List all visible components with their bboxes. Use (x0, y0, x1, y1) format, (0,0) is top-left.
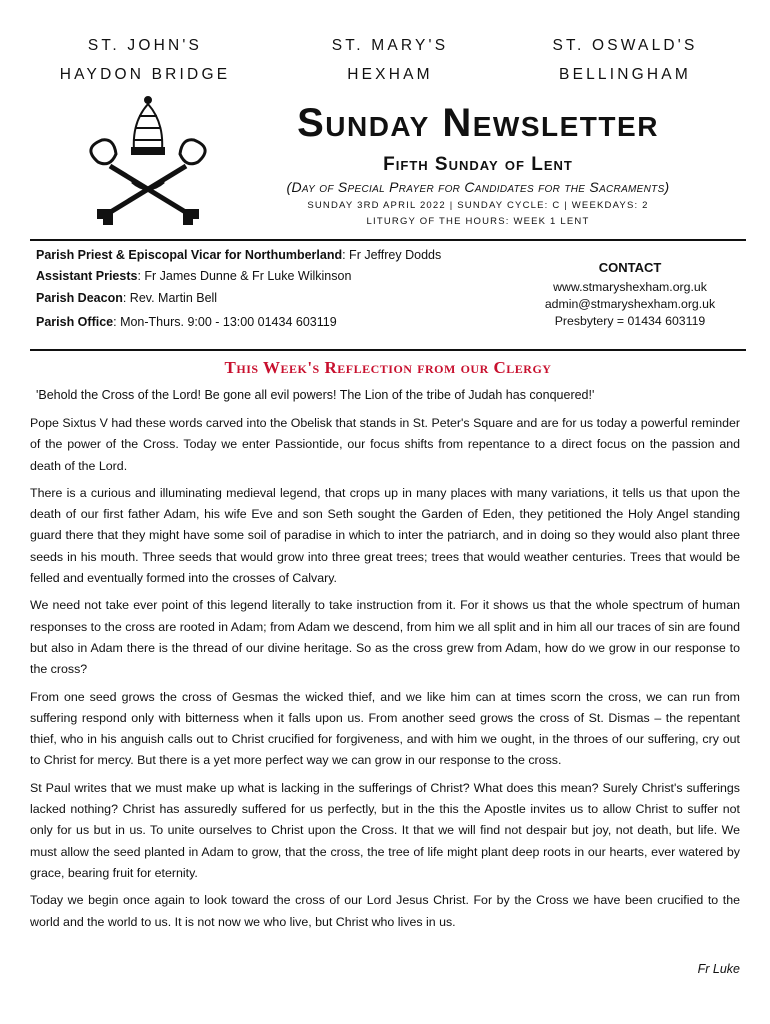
parish-name: ST. JOHN'S (87, 37, 203, 54)
staff-name: : Fr James Dunne & Fr Luke Wilkinson (137, 269, 352, 283)
staff-role: Parish Office (36, 315, 114, 329)
staff-role: Assistant Priests (36, 269, 138, 283)
staff-name: : Rev. Martin Bell (122, 291, 218, 305)
staff-role: Parish Deacon (36, 291, 123, 305)
parish-location: HAYDON BRIDGE (59, 66, 231, 83)
staff-name: : Fr Jeffrey Dodds (342, 248, 442, 262)
contact-email-link[interactable]: admin@stmaryshexham.org.uk (544, 297, 716, 311)
reflection-signature: Fr Luke (697, 962, 740, 976)
contact-phone: Presbytery = 01434 603119 (554, 314, 706, 328)
date-cycle-line: SUNDAY 3RD APRIL 2022 | SUNDAY CYCLE: C | WEEKDAYS: 2 (307, 200, 649, 211)
paragraph: From one seed grows the cross of Gesmas the wicked thief, and we like him can at times scorn the cross, we can run from suffering respond only with bitterness when it falls upon us. From another seed grows the cross of St. Dismas – the repentant thief, who in his anguish calls out to Christ crucified for forgiveness, and with him we ought, in the throes of our suffering, cry out to Christ for mercy. But there is a yet more perfect way we can grow in our response to the cross. (30, 689, 740, 768)
parish-name: ST. MARY'S (331, 37, 449, 54)
liturgical-day: Fifth Sunday of Lent (383, 154, 573, 175)
reflection-heading: This Week's Reflection from our Clergy (224, 358, 552, 377)
contact-box (530, 259, 730, 330)
paragraph: We need not take ever point of this legend literally to take instruction from it. For it shows us that the whole spectrum of human responses to the cross are rooted in Adam; from Adam we descend, from him we all split and in him all our traces of sin are found but also in Adam there is the thread of our divine heritage. So as the cross grew from Adam, how do we grow in our response to the cross? (30, 598, 740, 677)
parish-location: HEXHAM (347, 66, 433, 83)
paragraph: There is a curious and illuminating medieval legend, that crops up in many places with many variations, it tells us that upon the death of our first father Adam, his wife Eve and son Seth sought the Garden of Eden, they petitioned the Holy Angel standing guard there that they might have some soil of paradise in which to inter the patriarch, and in doing so they would also plant three seeds in his mouth. Three seeds that would grow into three great trees; trees that would weather centuries. Trees that would be felled and eventually formed into the crosses of Calvary. (30, 485, 740, 586)
parish-name: ST. OSWALD'S (552, 37, 698, 54)
staff-parish-office (36, 315, 337, 329)
staff-name: : Mon-Thurs. 9:00 - 13:00 01434 603119 (113, 315, 337, 329)
reflection-quote: 'Behold the Cross of the Lord! Be gone all evil powers! The Lion of the tribe of Judah has conquered!' (36, 388, 595, 402)
divider (30, 239, 746, 241)
staff-parish-deacon (36, 291, 217, 305)
reflection-body (30, 413, 740, 939)
staff-parish-priest (36, 248, 441, 262)
parish-st-oswalds (515, 31, 735, 89)
staff-role: Parish Priest & Episcopal Vicar for Northumberland (36, 248, 343, 262)
divider (30, 349, 746, 351)
liturgy-hours-line: LITURGY OF THE HOURS: WEEK 1 LENT (366, 216, 590, 227)
contact-heading: CONTACT (598, 260, 662, 275)
special-prayer-day: (Day of Special Prayer for Candidates for the Sacraments) (286, 179, 670, 195)
parish-st-marys (270, 31, 510, 89)
parish-location: BELLINGHAM (559, 66, 691, 83)
paragraph: St Paul writes that we must make up what is lacking in the sufferings of Christ? What does this mean? Surely Christ's sufferings lacked nothing? Christ has assuredly suffered for us perfectly, but in the this the Apostle invites us to allow Christ to suffer not only for us but in us. To unite ourselves to Christ upon the Cross. It that we will find not despair but joy, not death, but life. We must allow the seed planted in Adam to grow, that the cross, the tree of life might plant deep roots in our hearts, ever watered by grace, bearing fruit for eternity. (30, 780, 740, 880)
staff-assistant-priests (36, 269, 351, 283)
paragraph: Today we begin once again to look toward the cross of our Lord Jesus Christ. For by the Cross we have been crucified to the world and the world to us. It is not now we who live, but Christ who lives in us. (30, 893, 740, 929)
papal-keys-crest-icon (72, 92, 224, 230)
paragraph: Pope Sixtus V had these words carved into the Obelisk that stands in St. Peter's Square and are for us today a powerful reminder of the power of the Cross. Today we enter Passiontide, our focus shifts from repentance to a direct focus on the passion and death of the Lord. (30, 416, 740, 473)
parish-st-johns (30, 31, 260, 89)
contact-website-link[interactable]: www.stmaryshexham.org.uk (553, 280, 707, 294)
newsletter-title: Sunday Newsletter (297, 101, 659, 145)
